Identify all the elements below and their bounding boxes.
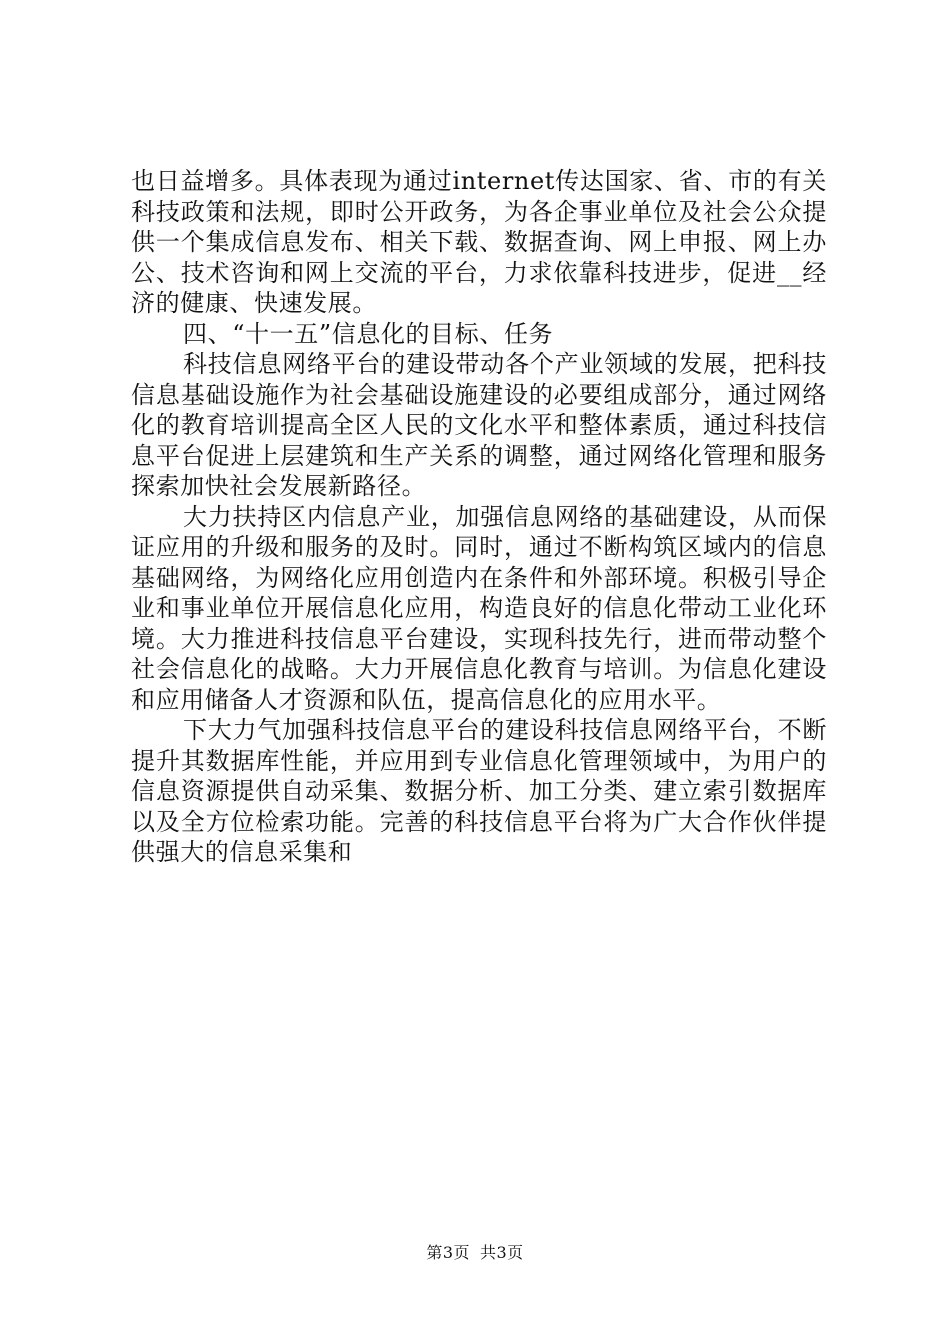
paragraph: 大力扶持区内信息产业，加强信息网络的基础建设，从而保证应用的升级和服务的及时。同时，通过不断构筑区域内的信息基础网络，为网络化应用创造内在条件和外部环境。积极引导企业和事业单位开展信息化应用，构造良好的信息化带动工业化环境。大力推进科技信息平台建设，实现科技先行，进而带动整个社会信息化的战略。大力开展信息化教育与培训。为信息化建设和应用储备人才资源和队伍，提高信息化的应用水平。 [131, 502, 827, 714]
paragraph: 科技信息网络平台的建设带动各个产业领域的发展，把科技信息基础设施作为社会基础设施建设的必要组成部分，通过网络化的教育培训提高全区人民的文化水平和整体素质，通过科技信息平台促进上层建筑和生产关系的调整，通过网络化管理和服务探索加快社会发展新路径。 [131, 350, 827, 500]
paragraph-continuation: 也日益增多。具体表现为通过internet传达国家、省、市的有关科技政策和法规，即时公开政务，为各企事业单位及社会公众提供一个集成信息发布、相关下载、数据查询、网上申报、网上办公、技术咨询和网上交流的平台，力求依靠科技进步，促进__经济的健康、快速发展。 [131, 167, 827, 317]
page-total: 共3页 [480, 1243, 524, 1262]
document-body [131, 166, 827, 868]
paragraph: 下大力气加强科技信息平台的建设科技信息网络平台，不断提升其数据库性能，并应用到专业信息化管理领域中，为用户的信息资源提供自动采集、数据分析、加工分类、建立索引数据库以及全方位检索功能。完善的科技信息平台将为广大合作伙伴提供强大的信息采集和 [131, 716, 827, 866]
section-heading: 四、“十一五”信息化的目标、任务 [183, 319, 554, 348]
page-footer [0, 1243, 950, 1263]
page-number: 第3页 [426, 1243, 470, 1262]
